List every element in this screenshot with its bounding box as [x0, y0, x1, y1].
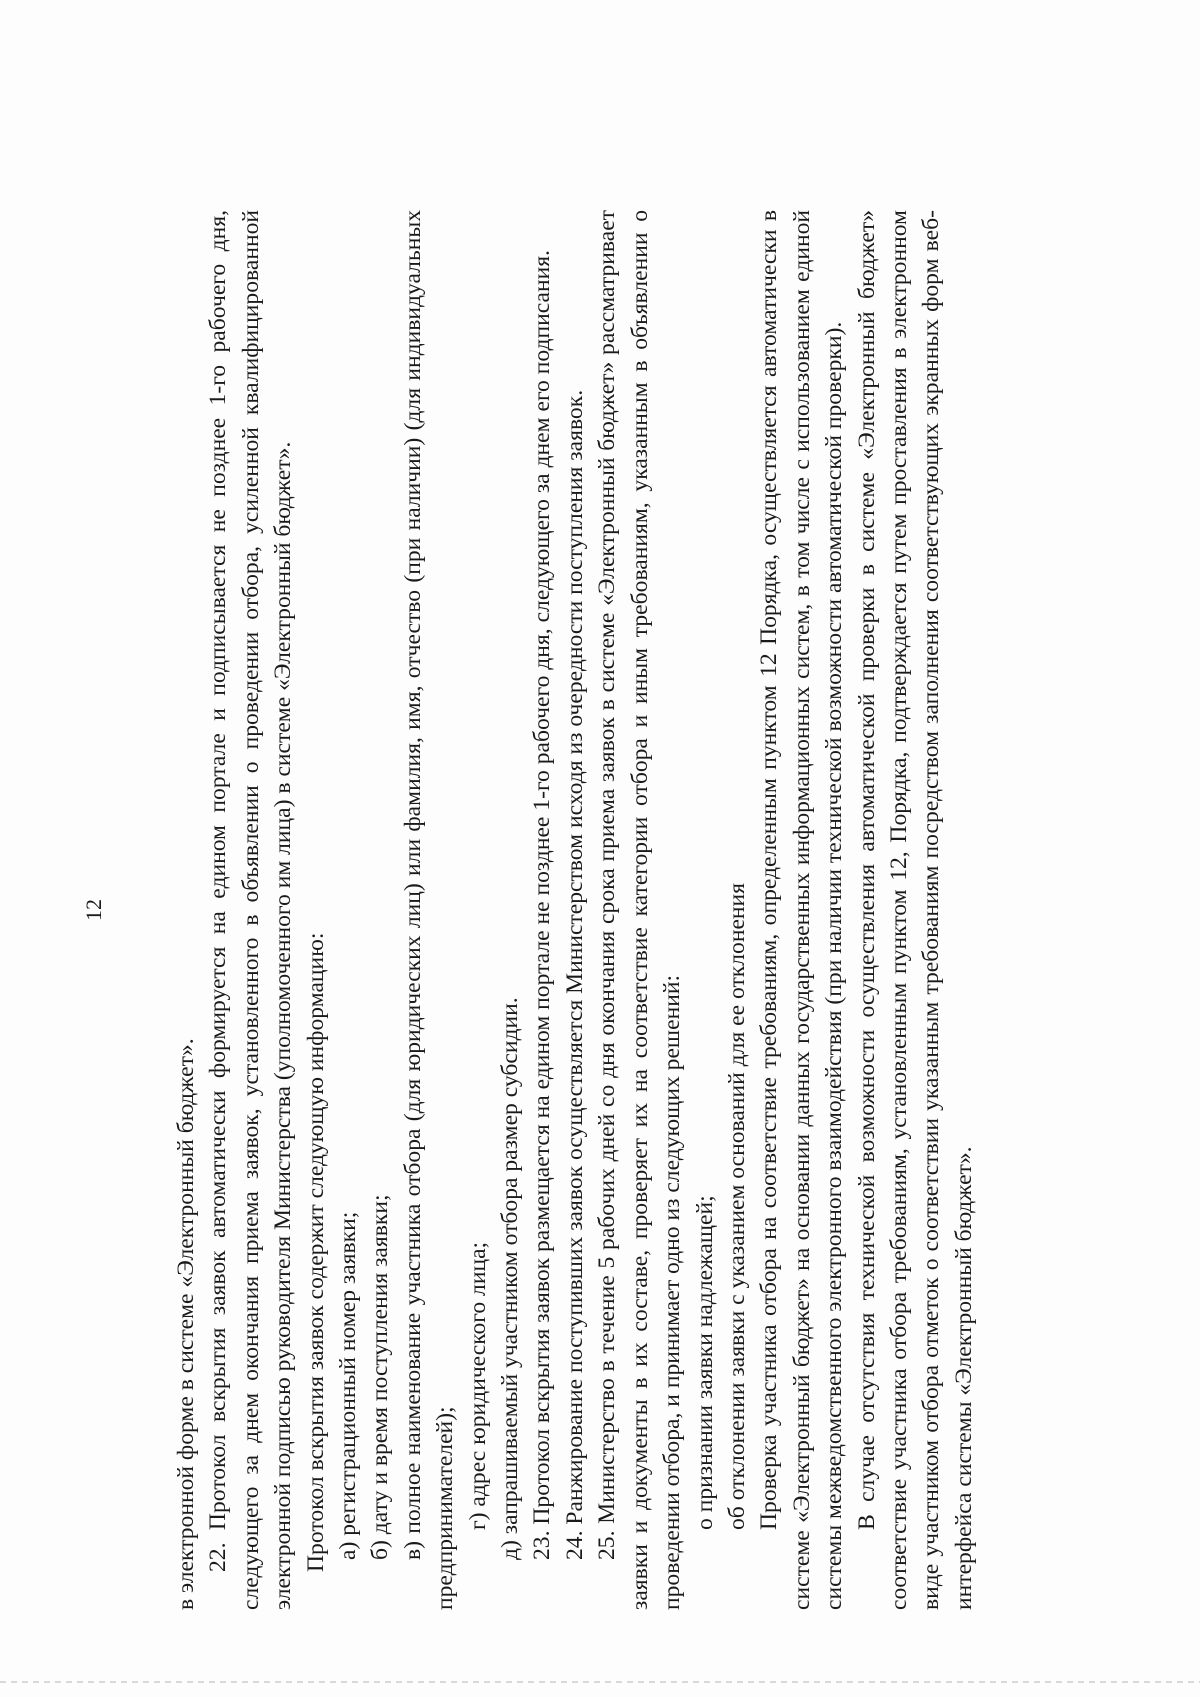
list-item-b: б) дату и время поступления заявки;: [367, 1194, 394, 1560]
scan-edge-line: [0, 1681, 1200, 1683]
list-item-v: в) полное наименование участника отбора (для юридических лиц) или фамилия, имя, отчество (при наличии) (для индивидуальных предпринимателей);: [399, 210, 459, 1610]
paragraph-23: 23. Протокол вскрытия заявок размещается на едином портале не позднее 1-го рабочего дня, следующего за днем его подписания.: [529, 250, 556, 1560]
page-number: 12: [81, 899, 106, 921]
paragraph-intro: в электронной форме в системе «Электронный бюджет».: [173, 1038, 199, 1610]
paragraph-24: 24. Ранжирование поступивших заявок осуществляется Министерством исходя из очередности поступления заявок.: [561, 389, 588, 1560]
list-item-a: а) регистрационный номер заявки;: [335, 1211, 362, 1560]
decision-reject: об отклонении заявки с указанием оснований для ее отклонения: [723, 882, 750, 1530]
paragraph-protocol-contents: Протокол вскрытия заявок содержит следующую информацию:: [302, 932, 329, 1572]
rotated-text-block: [81, 210, 1030, 1610]
paragraph-verification: Проверка участника отбора на соответствие требованиям, определенным пунктом 12 Порядка, осуществляется автоматически в системе «Электронный бюджет» на основании данных государственных информационных систем, в том числе с использованием единой системы межведомственного электронного взаимодействия (при наличии технической возможности автоматической проверки).: [756, 210, 848, 1610]
paragraph-25: 25. Министерство в течение 5 рабочих дней со дня окончания срока приема заявок в системе «Электронный бюджет» рассматривает заявки и документы в их составе, проверяет их на соответствие категории отбора и иным требованиям, указанным в объявлении о проведении отбора, и принимает одно из следующих решений:: [594, 210, 686, 1610]
list-item-d: д) запрашиваемый участником отбора размер субсидии.: [497, 997, 524, 1560]
paragraph-22: 22. Протокол вскрытия заявок автоматически формируется на едином портале и подписывается не позднее 1-го рабочего дня, следующего за днем окончания приема заявок, установленного в объявлении о проведении отбора, усиленной квалифицированной электронной подписью руководителя Министерства (уполномоченного им лица) в системе «Электронный бюджет».: [205, 210, 297, 1610]
paragraph-no-technical-possibility: В случае отсутствия технической возможности осуществления автоматической проверки в системе «Электронный бюджет» соответствие участника отбора требованиям, установленным пунктом 12, Порядка, подтверждается путем проставления в электронном виде участником отбора отметок о соответствии указанным требованиям посредством заполнения соответствующих экранных форм веб-интерфейса системы «Электронный бюджет».: [853, 210, 977, 1610]
list-item-g: г) адрес юридического лица;: [464, 1241, 491, 1530]
decision-accept: о признании заявки надлежащей;: [691, 1195, 718, 1530]
